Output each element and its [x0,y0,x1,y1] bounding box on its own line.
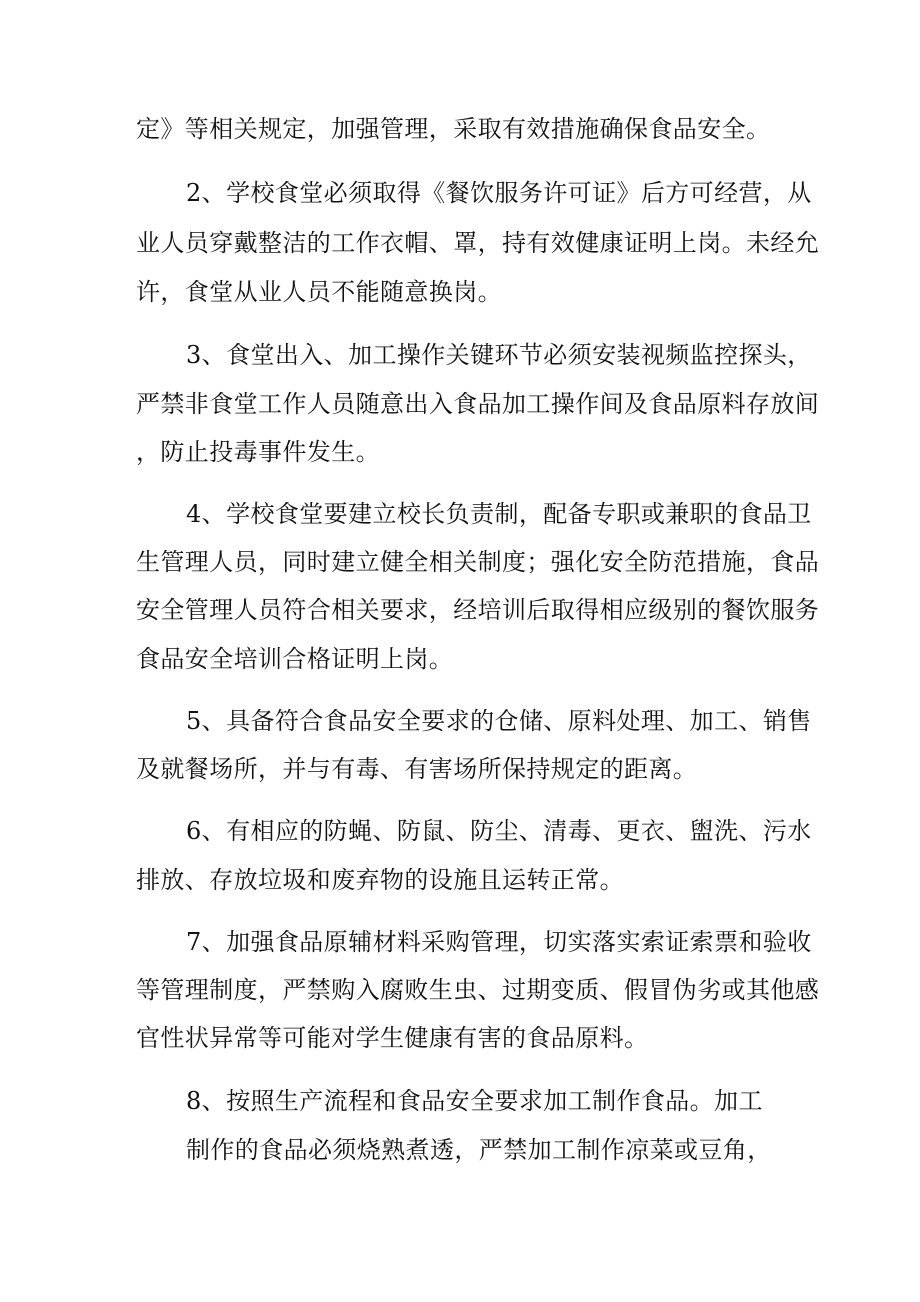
text-line: 定》等相关规定，加强管理，采取有效措施确保食品安全。 [136,115,771,143]
text-line: 排放、存放垃圾和废弃物的设施且运转正常。 [136,866,624,894]
text-line: ，防止投毒事件发生。 [136,438,380,466]
item-4-first-line: 4、学校食堂要建立校长负责制，配备专职或兼职的食品卫 [186,500,812,528]
text-line: 生管理人员，同时建立健全相关制度；强化安全防范措施，食品 [136,548,820,576]
text-line: 食品安全培训合格证明上岗。 [136,645,454,673]
text-line: 及就餐场所，并与有毒、有害场所保持规定的距离。 [136,755,698,783]
text-line: 业人员穿戴整洁的工作衣帽、罩，持有效健康证明上岗。未经允 [136,229,820,257]
item-8-first-line: 8、按照生产流程和食品安全要求加工制作食品。加工 [186,1087,763,1115]
item-7-first-line: 7、加强食品原辅材料采购管理，切实落实索证索票和验收 [186,928,812,956]
text-line: 制作的食品必须烧熟煮透，严禁加工制作凉菜或豆角， [186,1136,772,1164]
text-line: 严禁非食堂工作人员随意出入食品加工操作间及食品原料存放间 [136,390,820,418]
item-3-first-line: 3、食堂出入、加工操作关键环节必须安装视频监控探头， [186,341,812,369]
text-line: 官性状异常等可能对学生健康有害的食品原料。 [136,1024,649,1052]
text-line: 安全管理人员符合相关要求，经培训后取得相应级别的餐饮服务 [136,596,820,624]
text-line: 许，食堂从业人员不能随意换岗。 [136,278,502,306]
item-6-first-line: 6、有相应的防蝇、防鼠、防尘、清毒、更衣、盥洗、污水 [186,817,812,845]
item-5-first-line: 5、具备符合食品安全要求的仓储、原料处理、加工、销售 [186,707,812,735]
text-line: 等管理制度，严禁购入腐败生虫、过期变质、假冒伪劣或其他感 [136,976,820,1004]
item-2-first-line: 2、学校食堂必须取得《餐饮服务许可证》后方可经营，从 [186,179,812,207]
